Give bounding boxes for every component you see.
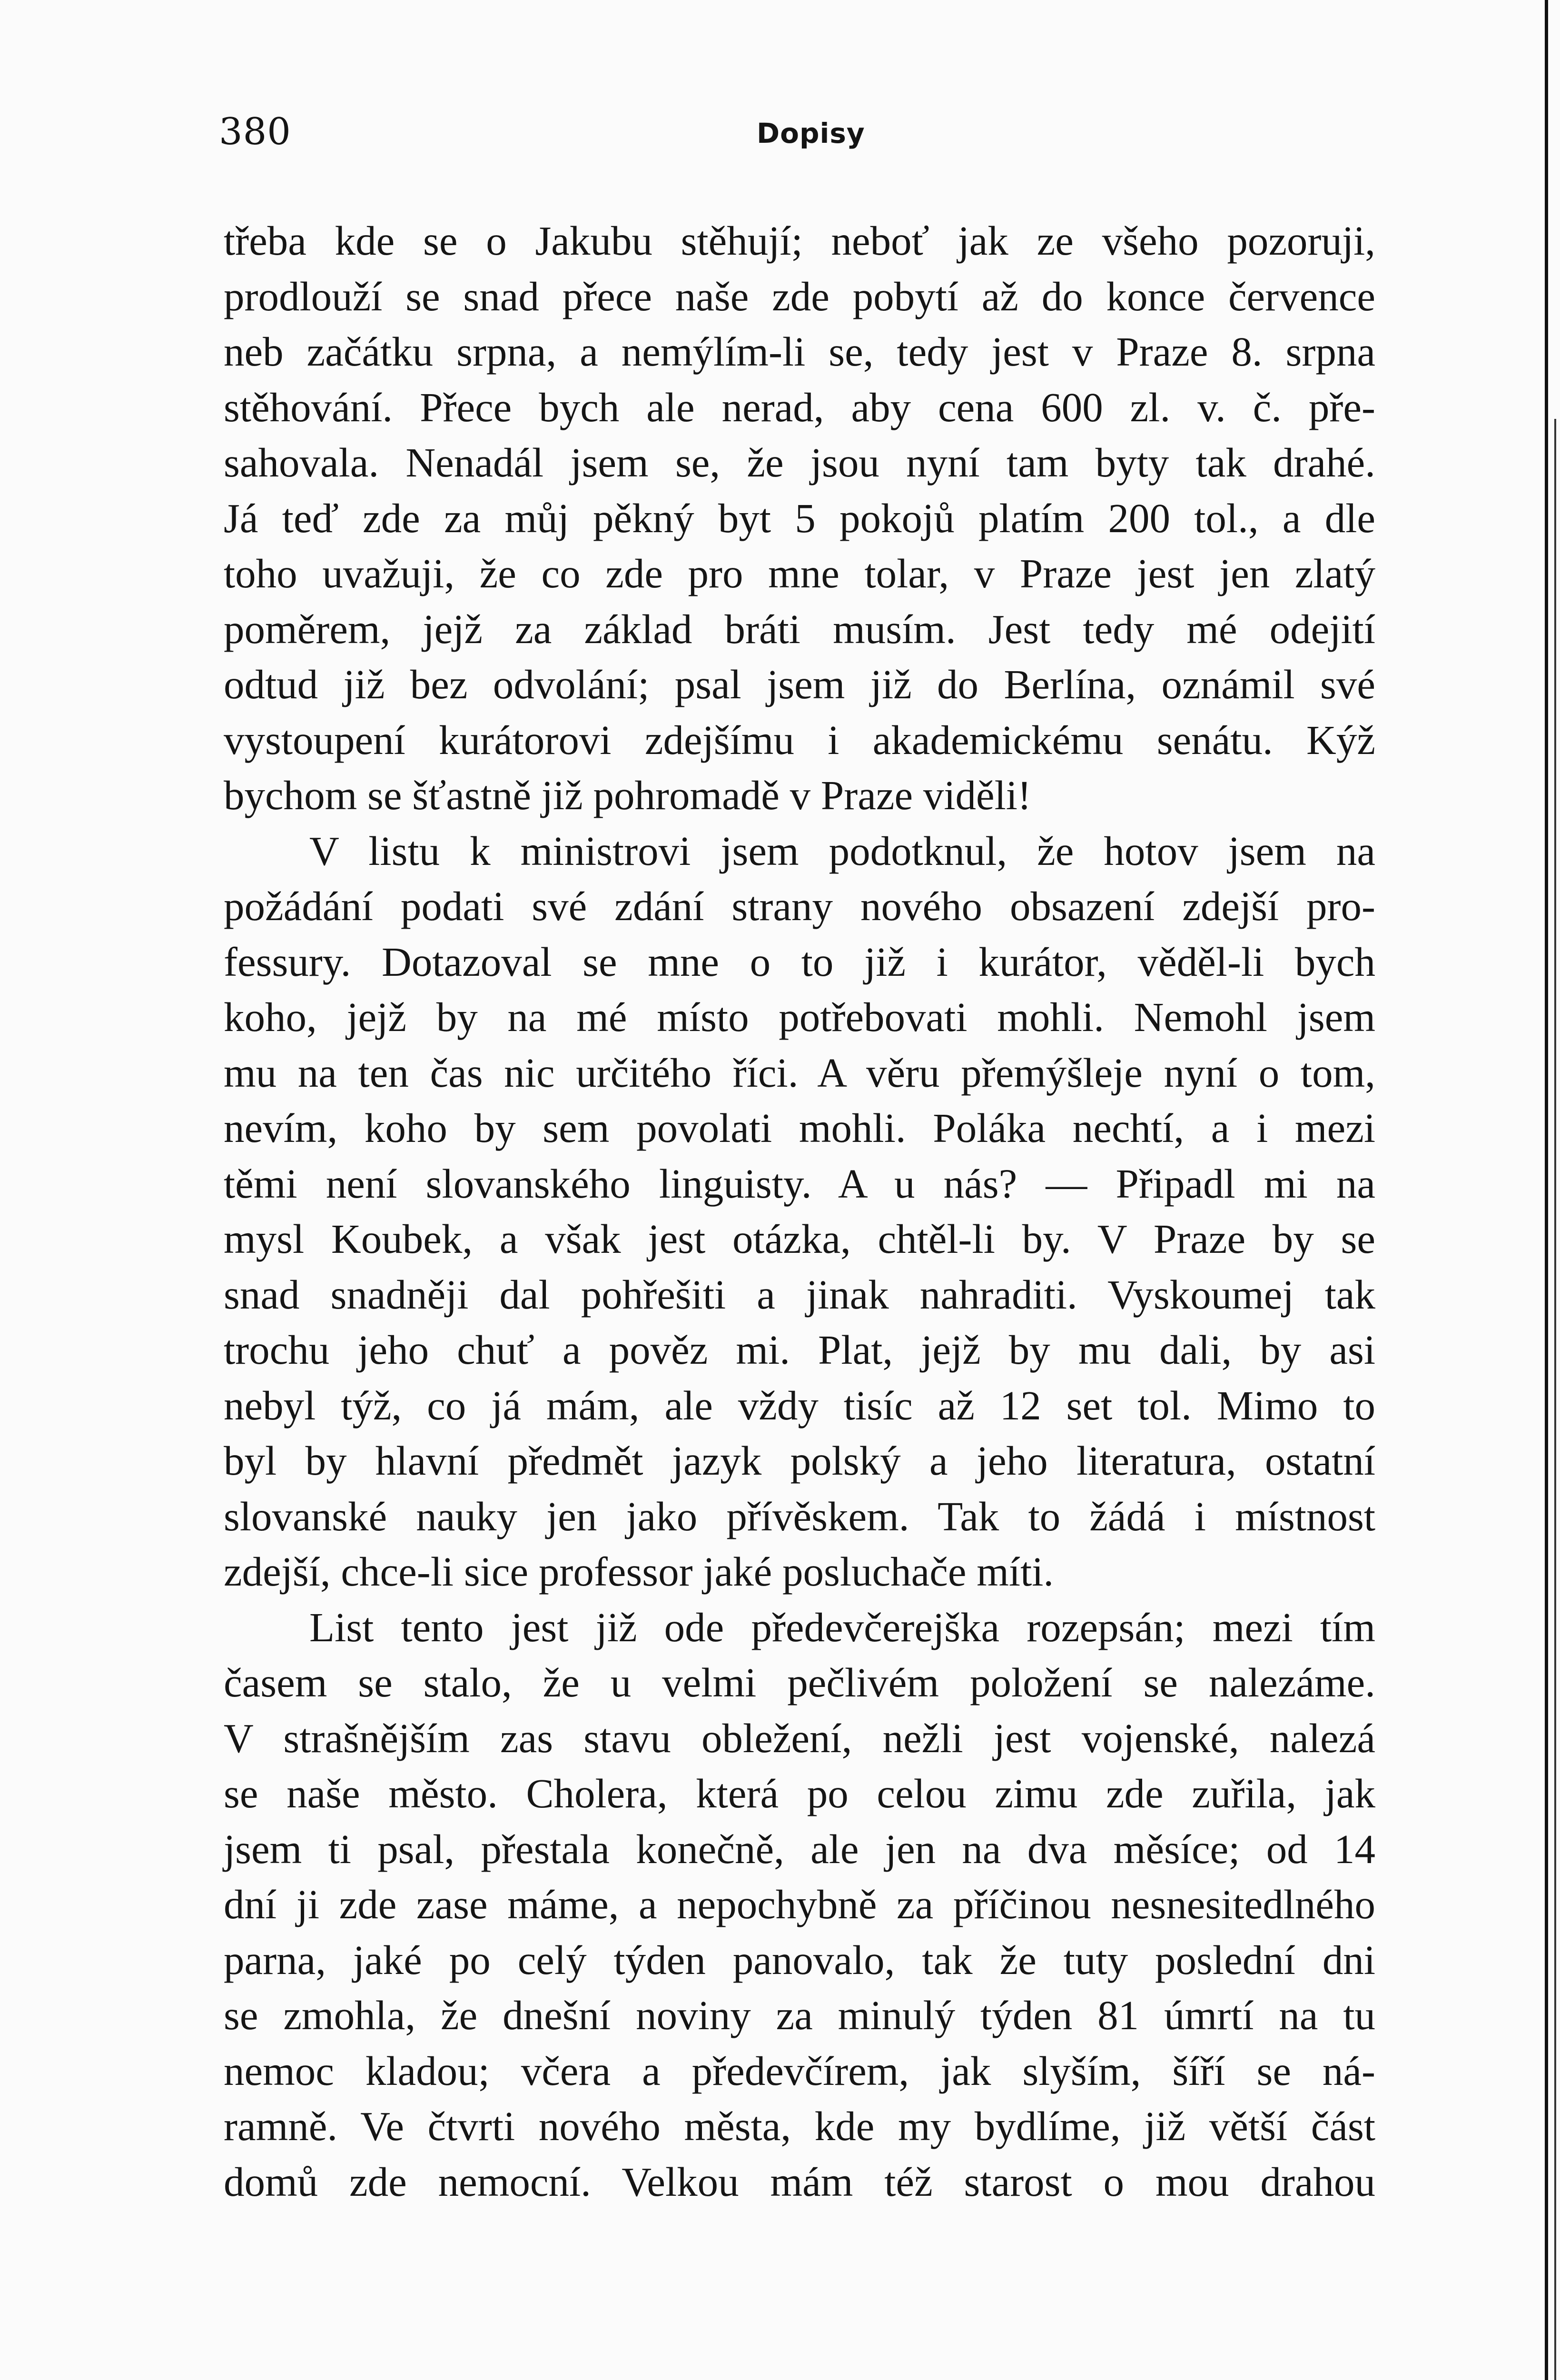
text-line: nebyl týž, co já mám, ale vždy tisíc až 12 set tol. Mimo to bbox=[224, 1382, 1375, 1428]
text-line: se zmohla, že dnešní noviny za minulý týden 81 úmrtí na tu bbox=[224, 1992, 1375, 2038]
text-line: bychom se šťastně již pohromadě v Praze viděli! bbox=[224, 772, 1031, 818]
text-line: jsem ti psal, přestala konečně, ale jen na dva měsíce; od 14 bbox=[224, 1825, 1375, 1872]
text-line: stěhování. Přece bych ale nerad, aby cena 600 zl. v. č. pře- bbox=[224, 384, 1375, 430]
text-line: domů zde nemocní. Velkou mám též starost o mou drahou bbox=[224, 2158, 1375, 2205]
text-line: nemoc kladou; včera a předevčírem, jak slyším, šíří se ná- bbox=[224, 2047, 1375, 2094]
running-head: Dopisy bbox=[757, 117, 865, 149]
text-line: toho uvažuji, že co zde pro mne tolar, v Praze jest jen zlatý bbox=[224, 550, 1375, 596]
page-edge-line bbox=[1545, 0, 1548, 2380]
text-line: požádání podati své zdání strany nového obsazení zdejší pro- bbox=[224, 883, 1375, 929]
page-number: 380 bbox=[219, 110, 291, 153]
text-line: byl by hlavní předmět jazyk polský a jeho literatura, ostatní bbox=[224, 1438, 1375, 1484]
text-line: sahovala. Nenadál jsem se, že jsou nyní tam byty tak drahé. bbox=[224, 439, 1375, 486]
page-edge-line bbox=[1554, 419, 1556, 2380]
text-line: třeba kde se o Jakubu stěhují; neboť jak ze všeho pozoruji, bbox=[224, 218, 1375, 264]
text-line: časem se stalo, že u velmi pečlivém položení se nalezáme. bbox=[224, 1659, 1375, 1706]
text-line: V listu k ministrovi jsem podotknul, že hotov jsem na bbox=[309, 827, 1375, 874]
text-line: těmi není slovanského linguisty. A u nás? — Připadl mi na bbox=[224, 1160, 1375, 1207]
text-line: vystoupení kurátorovi zdejšímu i akademickému senátu. Kýž bbox=[224, 716, 1375, 763]
text-line: koho, jejž by na mé místo potřebovati mohli. Nemohl jsem bbox=[224, 994, 1375, 1040]
text-line: zdejší, chce-li sice professor jaké posluchače míti. bbox=[224, 1548, 1054, 1595]
text-line: snad snadněji dal pohřešiti a jinak nahraditi. Vyskoumej tak bbox=[224, 1271, 1375, 1318]
text-line: se naše město. Cholera, která po celou zimu zde zuřila, jak bbox=[224, 1770, 1375, 1816]
text-line: dní ji zde zase máme, a nepochybně za příčinou nesnesitedlného bbox=[224, 1881, 1375, 1927]
text-line: V strašnějším zas stavu obležení, nežli jest vojenské, nalezá bbox=[224, 1715, 1375, 1761]
text-line: nevím, koho by sem povolati mohli. Poláka nechtí, a i mezi bbox=[224, 1105, 1375, 1151]
text-line: mysl Koubek, a však jest otázka, chtěl-li by. V Praze by se bbox=[224, 1216, 1375, 1262]
text-line: Já teď zde za můj pěkný byt 5 pokojů platím 200 tol., a dle bbox=[224, 495, 1375, 541]
text-line: mu na ten čas nic určitého říci. A věru přemýšleje nyní o tom, bbox=[224, 1049, 1375, 1096]
text-line: poměrem, jejž za základ bráti musím. Jest tedy mé odejití bbox=[224, 605, 1375, 652]
text-line: fessury. Dotazoval se mne o to již i kurátor, věděl-li bych bbox=[224, 938, 1375, 985]
text-line: prodlouží se snad přece naše zde pobytí až do konce července bbox=[224, 273, 1375, 319]
text-line: parna, jaké po celý týden panovalo, tak že tuty poslední dni bbox=[224, 1936, 1375, 1983]
page-header bbox=[209, 110, 1385, 168]
text-line: List tento jest již ode předevčerejška rozepsán; mezi tím bbox=[309, 1604, 1375, 1650]
body-text bbox=[224, 213, 1375, 2210]
text-line: odtud již bez odvolání; psal jsem již do Berlína, oznámil své bbox=[224, 661, 1375, 707]
text-line: slovanské nauky jen jako přívěskem. Tak to žádá i místnost bbox=[224, 1493, 1375, 1539]
text-line: trochu jeho chuť a pověz mi. Plat, jejž by mu dali, by asi bbox=[224, 1327, 1375, 1373]
text-line: neb začátku srpna, a nemýlím-li se, tedy jest v Praze 8. srpna bbox=[224, 328, 1375, 375]
text-line: ramně. Ve čtvrti nového města, kde my bydlíme, již větší část bbox=[224, 2103, 1375, 2149]
